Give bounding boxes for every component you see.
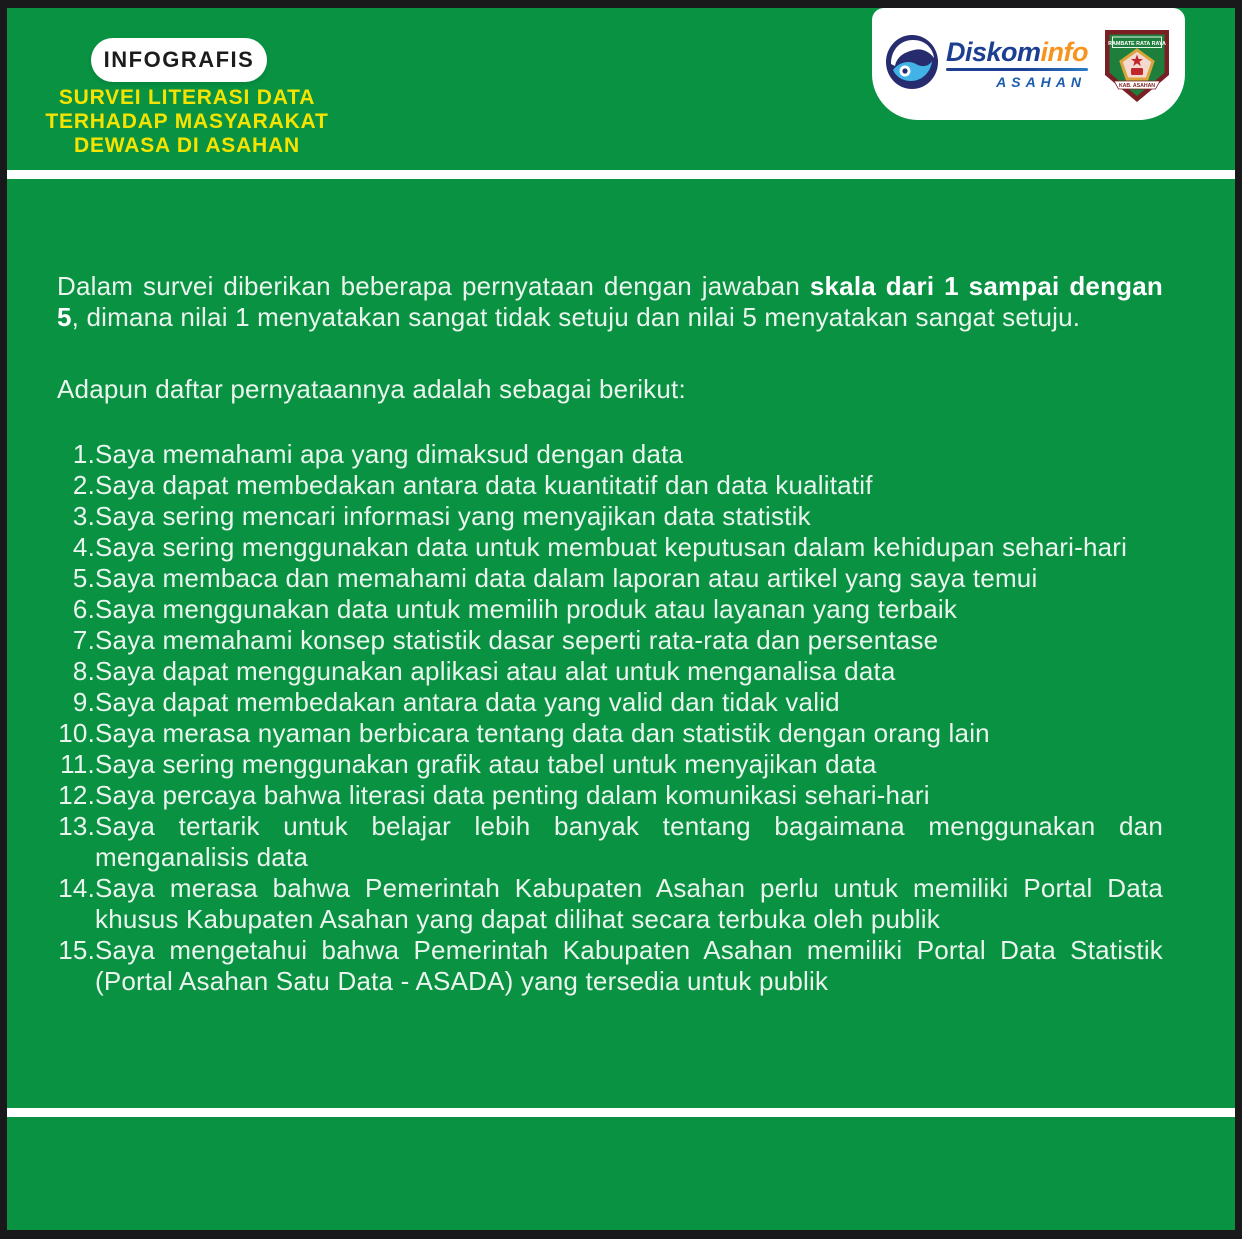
list-item-number: 10.: [58, 718, 95, 748]
list-item: [57, 780, 1163, 811]
list-item: [57, 532, 1163, 563]
list-item-text: Saya merasa nyaman berbicara tentang data dan statistik dengan orang lain: [95, 718, 990, 748]
intro-text-bold: skala dari 1 sampai dengan 5: [57, 271, 1163, 332]
diskominfo-wave-icon: [885, 34, 939, 95]
infographic-title: [37, 86, 337, 158]
list-item-number: 15.: [58, 935, 95, 965]
logo-card: [872, 8, 1185, 120]
list-item-number: 2.: [72, 470, 95, 500]
title-line: DEWASA DI ASAHAN: [74, 134, 300, 157]
statements-list: [57, 439, 1163, 997]
list-item-number: 3.: [72, 501, 95, 531]
list-item-number: 13.: [58, 811, 95, 841]
list-item-text: Saya memahami konsep statistik dasar seperti rata-rata dan persentase: [95, 625, 939, 655]
diskominfo-word-secondary: info: [1040, 37, 1089, 67]
list-item: [57, 935, 1163, 997]
asahan-crest-icon: [1102, 28, 1172, 109]
list-item-number: 8.: [72, 656, 95, 686]
list-item-number: 12.: [58, 780, 95, 810]
footer-divider: [7, 1108, 1235, 1117]
list-item: [57, 873, 1163, 935]
list-item-number: 11.: [60, 749, 95, 779]
list-item: [57, 439, 1163, 470]
list-item-text: Saya dapat membedakan antara data kuantitatif dan data kualitatif: [95, 470, 873, 500]
list-intro: Adapun daftar pernyataannya adalah sebagai berikut:: [57, 374, 686, 404]
intro-text-start: Dalam survei diberikan beberapa pernyataan dengan jawaban: [57, 271, 810, 301]
list-item-text: Saya mengetahui bahwa Pemerintah Kabupaten Asahan memiliki Portal Data Statistik (Portal Asahan Satu Data - ASADA) yang tersedia untuk publik: [95, 935, 1163, 996]
list-item-text: Saya membaca dan memahami data dalam laporan atau artikel yang saya temui: [95, 563, 1038, 593]
diskominfo-wordmark: [946, 38, 1088, 90]
diskominfo-underline: [946, 68, 1088, 71]
crest-region: KAB. ASAHAN: [1118, 82, 1156, 89]
list-item-text: Saya menggunakan data untuk memilih produk atau layanan yang terbaik: [95, 594, 958, 624]
list-item: [57, 656, 1163, 687]
list-item-text: Saya memahami apa yang dimaksud dengan data: [95, 439, 684, 469]
list-item-number: 7.: [72, 625, 95, 655]
list-item: [57, 718, 1163, 749]
header-divider: [7, 170, 1235, 179]
list-item-number: 5.: [72, 563, 95, 593]
infographic-frame: [7, 8, 1235, 1230]
intro-text-end: , dimana nilai 1 menyatakan sangat tidak setuju dan nilai 5 menyatakan sangat setuju.: [71, 302, 1081, 332]
diskominfo-word-primary: Diskom: [945, 37, 1041, 67]
list-item-text: Saya sering menggunakan data untuk membuat keputusan dalam kehidupan sehari-hari: [95, 532, 1128, 562]
main-content: [7, 179, 1235, 997]
diskominfo-region-label: ASAHAN: [996, 74, 1087, 90]
list-item-text: Saya sering menggunakan grafik atau tabel untuk menyajikan data: [95, 749, 877, 779]
list-item: [57, 625, 1163, 656]
list-item-number: 4.: [72, 532, 95, 562]
infografis-badge: [91, 38, 267, 82]
list-item-text: Saya merasa bahwa Pemerintah Kabupaten Asahan perlu untuk memiliki Portal Data khusus Kabupaten Asahan yang dapat dilihat secara terbuka oleh publik: [95, 873, 1163, 934]
list-item: [57, 501, 1163, 532]
list-item: [57, 687, 1163, 718]
list-item-number: 14.: [58, 873, 95, 903]
list-item-number: 1.: [72, 439, 95, 469]
list-item-number: 6.: [72, 594, 95, 624]
intro-paragraph: [57, 271, 1163, 333]
list-item-number: 9.: [72, 687, 95, 717]
title-line: SURVEI LITERASI DATA: [58, 86, 316, 109]
diskominfo-logo: [885, 34, 1088, 95]
crest-motto: RAMBATE RATA RAYA: [1108, 40, 1166, 47]
list-item-text: Saya dapat membedakan antara data yang valid dan tidak valid: [95, 687, 840, 717]
list-item: [57, 749, 1163, 780]
title-line: TERHADAP MASYARAKAT: [45, 110, 329, 133]
list-item-text: Saya percaya bahwa literasi data penting dalam komunikasi sehari-hari: [95, 780, 930, 810]
list-item-text: Saya tertarik untuk belajar lebih banyak tentang bagaimana menggunakan dan menganalisis data: [95, 811, 1163, 872]
list-item-text: Saya sering mencari informasi yang menyajikan data statistik: [95, 501, 811, 531]
list-item: [57, 563, 1163, 594]
list-item: [57, 594, 1163, 625]
badge-label: INFOGRAFIS: [103, 47, 255, 72]
list-item: [57, 811, 1163, 873]
list-item-text: Saya dapat menggunakan aplikasi atau alat untuk menganalisa data: [95, 656, 896, 686]
list-item: [57, 470, 1163, 501]
